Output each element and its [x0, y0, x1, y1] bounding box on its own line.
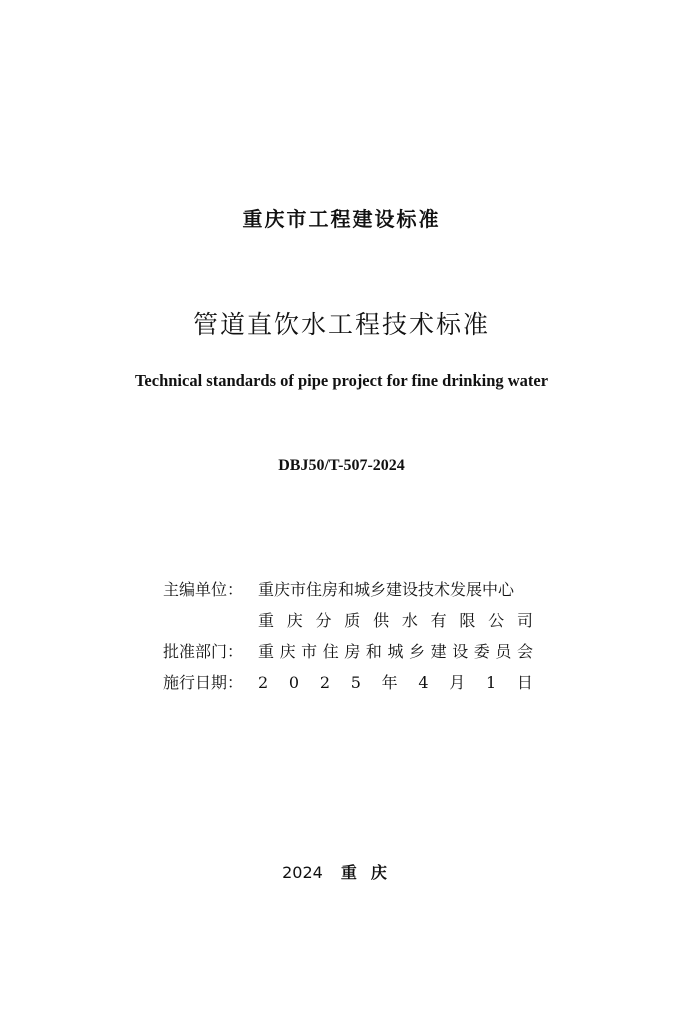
approver-char: 员 — [495, 642, 512, 661]
date-char: 1 — [486, 673, 497, 692]
date-char: 4 — [418, 673, 429, 692]
series-title: 重庆市工程建设标准 — [242, 207, 441, 231]
editor-2-char: 司 — [516, 611, 533, 630]
editor-2-char: 有 — [430, 611, 447, 630]
editor-2-char: 供 — [373, 611, 390, 630]
date-char: 5 — [350, 673, 361, 692]
editor-value-1: 重庆市住房和城乡建设技术发展中心 — [258, 580, 515, 599]
editor-label: 主编单位： — [163, 580, 244, 599]
date-row — [163, 667, 543, 698]
english-title: Technical standards of pipe project for fine drinking water — [134, 371, 549, 390]
editor-row — [163, 574, 543, 605]
standard-code: DBJ50/T-507-2024 — [278, 457, 405, 474]
date-label: 施行日期： — [163, 673, 244, 692]
editor-2-char: 公 — [488, 611, 505, 630]
approver-char: 房 — [344, 642, 361, 661]
publication-year: 2024 — [282, 863, 323, 882]
editor-value-2 — [258, 605, 533, 636]
approver-row — [163, 636, 543, 667]
publication-city: 重庆 — [340, 863, 401, 882]
approver-char: 城 — [387, 642, 404, 661]
approver-char: 设 — [452, 642, 469, 661]
editor-row-2 — [163, 605, 543, 636]
approver-char: 乡 — [409, 642, 426, 661]
date-char: 年 — [381, 673, 398, 692]
date-char: 0 — [288, 673, 300, 692]
editor-2-char: 分 — [315, 611, 332, 630]
date-char: 2 — [319, 673, 330, 692]
approver-char: 委 — [473, 642, 490, 661]
approver-char: 住 — [322, 642, 339, 661]
date-char: 月 — [449, 673, 466, 692]
chinese-title: 管道直饮水工程技术标准 — [192, 310, 490, 339]
approver-char: 和 — [365, 642, 382, 661]
approver-char: 市 — [301, 642, 318, 661]
editor-2-char: 庆 — [286, 611, 303, 630]
publication-place — [0, 860, 683, 883]
date-char: 2 — [258, 673, 269, 692]
approver-char: 建 — [430, 642, 447, 661]
approver-label: 批准部门： — [163, 642, 244, 661]
approver-char: 会 — [516, 642, 533, 661]
date-value — [258, 667, 533, 698]
info-block — [163, 574, 543, 698]
editor-2-char: 重 — [258, 611, 275, 630]
editor-label-spacer — [163, 605, 258, 636]
editor-2-char: 质 — [344, 611, 361, 630]
approver-char: 重 — [258, 642, 275, 661]
approver-value — [258, 636, 533, 667]
editor-2-char: 水 — [401, 611, 418, 630]
date-char: 日 — [516, 673, 533, 692]
editor-2-char: 限 — [459, 611, 476, 630]
approver-char: 庆 — [279, 642, 296, 661]
